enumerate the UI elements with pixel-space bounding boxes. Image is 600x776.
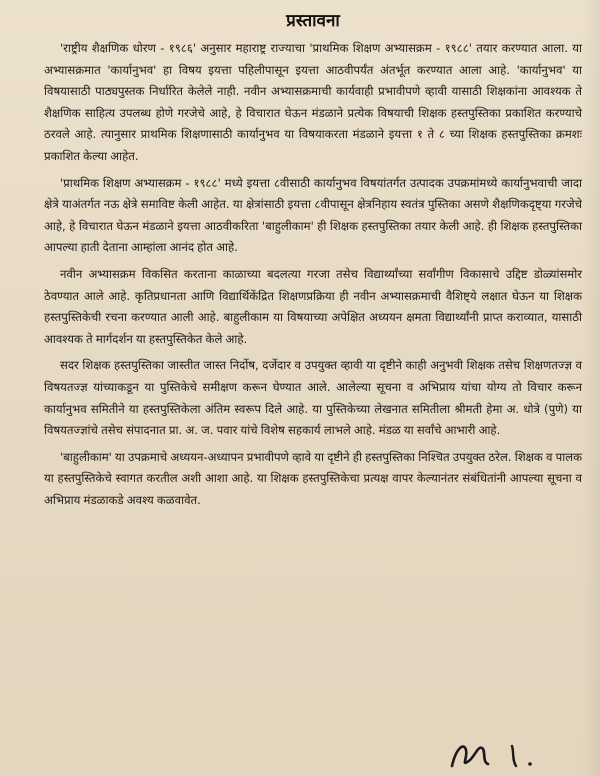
paragraph-4: सदर शिक्षक हस्तपुस्तिका जास्तीत जास्त निर्दोष, दर्जेदार व उपयुक्त व्हावी या दृष्टीने काही अनुभवी शिक्षक तसेच शिक्षणतज्ज्ञ व विषयतज्ज्ञ यांच्याकडून या पुस्तिकेचे समीक्षण करून घेण्यात आले. आलेल्या सूचना व अभिप्राय यांचा योग्य तो विचार करून कार्यानुभव समितीने या हस्तपुस्तिकेला अंतिम स्वरूप दिले आहे. या पुस्तिकेच्या लेखनात समितीला श्रीमती हेमा अ. धोत्रे (पुणे) या विषयतज्ज्ञांचे तसेच संपादनात प्रा. अ. ज. पवार यांचे विशेष सहकार्य लाभले आहे. मंडळ या सर्वांचे आभारी आहे. [44,358,582,438]
paragraph-5: 'बाहुलीकाम' या उपक्रमाचे अध्ययन-अध्यापन प्रभावीपणे व्हावे या दृष्टीने ही हस्तपुस्तिका निश्चित उपयुक्त ठरेल. शिक्षक व पालक या हस्तपुस्तिकेचे स्वागत करतील अशी आशा आहे. या शिक्षक हस्तपुस्तिकेचा प्रत्यक्ष वापर केल्यानंतर संबंधितांनी आपल्या सूचना व अभिप्राय मंडळाकडे अवश्य कळवावेत. [44,449,582,507]
paragraph-1: 'राष्ट्रीय शैक्षणिक धोरण - १९८६' अनुसार महाराष्ट्र राज्याचा 'प्राथमिक शिक्षण अभ्यासक्रम - १९८८' तयार करण्यात आला. या अभ्यासक्रमात 'कार्यानुभव' हा विषय इयत्ता पहिलीपासून इयत्ता आठवीपर्यंत अंतर्भूत करण्यात आला आहे. 'कार्यानुभव' या विषयासाठी पाठ्यपुस्तक निर्धारित केलेले नाही. नवीन अभ्यासक्रमाची कार्यवाही प्रभावीपणे व्हावी यासाठी शिक्षकांना आवश्यक ते शैक्षणिक साहित्य उपलब्ध होणे गरजेचे आहे, हे विचारात घेऊन मंडळाने प्रत्येक विषयाची शिक्षक हस्तपुस्तिका प्रकाशित करण्याचे ठरवले आहे. त्यानुसार प्राथमिक शिक्षणासाठी कार्यानुभव या विषयाकरता मंडळाने इयत्ता १ ते ८ च्या शिक्षक हस्तपुस्तिका क्रमशः प्रकाशित केल्या आहेत. [44,41,582,163]
paragraph-2: 'प्राथमिक शिक्षण अभ्यासक्रम - १९८८' मध्ये इयत्ता ८वीसाठी कार्यानुभव विषयांतर्गत उत्पादक उपक्रमांमध्ये कार्यानुभवाची जादा क्षेत्रे याअंतर्गत नऊ क्षेत्रे समाविष्ट केली आहेत. या क्षेत्रांसाठी इयत्ता ८वीपासून क्षेत्रनिहाय स्वतंत्र पुस्तिका असणे शैक्षणिकदृष्ट्या गरजेचे आहे, हे विचारात घेऊन मंडळाने इयत्ता आठवीकरिता 'बाहुलीकाम' ही शिक्षक हस्तपुस्तिका तयार केली आहे. ही शिक्षक हस्तपुस्तिका आपल्या हाती देताना आम्हांला आनंद होत आहे. [44,175,582,255]
page-title: प्रस्तावना [286,11,340,31]
paragraph-3: नवीन अभ्यासक्रम विकसित करताना काळाच्या बदलत्या गरजा तसेच विद्यार्थ्यांच्या सर्वांगीण विकासाचे उद्दिष्ट डोळ्यांसमोर ठेवण्यात आले आहे. कृतिप्रधानता आणि विद्यार्थिकेंद्रित शिक्षणप्रक्रिया ही नवीन अभ्यासक्रमाची वैशिष्ट्ये लक्षात घेऊन या शिक्षक हस्तपुस्तिकेची रचना करण्यात आली आहे. बाहुलीकाम या विषयाच्या अपेक्षित अध्ययन क्षमता विद्यार्थ्यांनी प्राप्त कराव्यात, यासाठी आवश्यक ते मार्गदर्शन या हस्तपुस्तिकेत केले आहे. [44,266,582,346]
signature-mark [442,738,552,772]
page-edge-shadow [582,0,600,776]
